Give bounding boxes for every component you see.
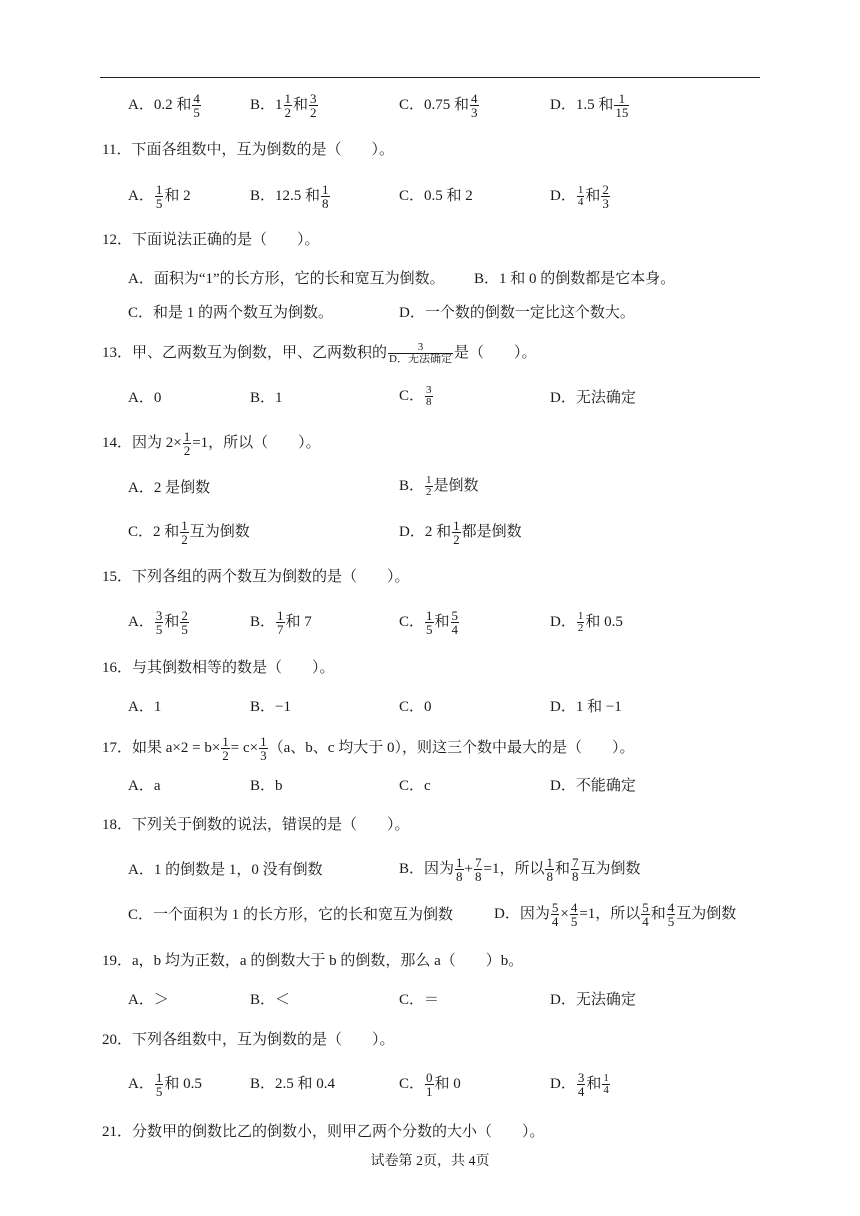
option-label: B． <box>250 613 276 630</box>
q13-stem <box>102 342 536 365</box>
q19-option-b[interactable]: B．＜ <box>250 992 291 1008</box>
option-label: D．因为 <box>494 905 550 922</box>
q20-stem: 20．下列各组数中，互为倒数的是（ ）。 <box>102 1032 395 1048</box>
q12-option-b[interactable]: B．1 和 0 的倒数都是它本身。 <box>474 271 676 287</box>
option-label: A． <box>128 613 154 630</box>
option-label: D． <box>550 613 576 630</box>
q20-option-a[interactable] <box>128 1071 202 1098</box>
connector-text: 和 <box>586 1075 602 1092</box>
q19-option-c[interactable]: C．＝ <box>399 992 440 1008</box>
fraction: $\frac{3}{8}$ <box>426 384 432 408</box>
q16-option-b[interactable]: B．−1 <box>250 699 291 715</box>
q15-option-b[interactable] <box>250 609 312 636</box>
q15-option-c[interactable] <box>399 609 460 636</box>
connector-text: 和 <box>293 96 309 113</box>
connector-text: 和 <box>554 860 570 877</box>
connector-text: 和 <box>164 613 180 630</box>
stem-text: 是（ ）。 <box>453 344 537 361</box>
q17-option-a[interactable]: A．a <box>128 778 161 794</box>
fraction: $\frac{3}{\text{D．无法确定}}$ <box>389 341 452 365</box>
q14-option-b[interactable] <box>399 475 479 498</box>
q13-option-b[interactable]: B．1 <box>250 390 283 406</box>
stem-text: 17．如果 a×2 = b× <box>102 739 221 756</box>
q14-option-d[interactable] <box>399 519 522 546</box>
fraction: $\frac{1}{8}$ <box>546 855 553 884</box>
fraction: $\frac{1}{5}$ <box>155 182 163 211</box>
option-label: B．1 <box>250 96 283 113</box>
fraction: $\frac{1}{8}$ <box>456 855 463 884</box>
fraction: $\frac{2}{3}$ <box>602 182 609 211</box>
fraction: $\frac{4}{5}$ <box>667 900 675 929</box>
fraction: $\frac{1}{4}$ <box>603 1072 609 1096</box>
q11-option-d[interactable] <box>550 183 611 210</box>
option-label: B． <box>399 477 425 494</box>
fraction: $\frac{1}{5}$ <box>426 608 433 637</box>
option-text: 和 2 <box>164 187 191 204</box>
fraction: $\frac{3}{4}$ <box>577 1070 585 1099</box>
fraction: $\frac{1}{2}$ <box>577 610 584 634</box>
q14-option-c[interactable] <box>128 519 250 546</box>
connector-text: 和 <box>585 187 601 204</box>
q11-option-a[interactable] <box>128 183 191 210</box>
q12-option-c[interactable]: C．和是 1 的两个数互为倒数。 <box>128 305 334 321</box>
option-label: D． <box>550 1075 576 1092</box>
option-label: A． <box>128 1075 154 1092</box>
operator: + <box>464 860 473 877</box>
option-label: C．2 和 <box>128 523 180 540</box>
q19-option-d[interactable]: D．无法确定 <box>550 992 636 1008</box>
option-label: C． <box>399 387 425 404</box>
option-label: A． <box>128 187 154 204</box>
fraction: $\frac{1}{7}$ <box>277 608 284 637</box>
q17-option-d[interactable]: D．不能确定 <box>550 778 636 794</box>
q12-stem: 12．下面说法正确的是（ ）。 <box>102 232 320 248</box>
fraction: $\frac{5}{4}$ <box>642 900 649 929</box>
q18-option-b[interactable] <box>399 856 640 883</box>
q16-stem: 16．与其倒数相等的数是（ ）。 <box>102 660 335 676</box>
fraction: $\frac{7}{8}$ <box>571 855 579 884</box>
q19-option-a[interactable]: A．＞ <box>128 992 169 1008</box>
q17-stem <box>102 735 634 762</box>
option-label: C． <box>399 1075 425 1092</box>
q21-stem: 21．分数甲的倒数比乙的倒数小，则甲乙两个分数的大小（ ）。 <box>102 1124 545 1140</box>
stem-text: 14．因为 2× <box>102 434 182 451</box>
q13-option-d[interactable]: D．无法确定 <box>550 390 636 406</box>
q15-stem: 15．下列各组的两个数互为倒数的是（ ）。 <box>102 569 410 585</box>
fraction: $\frac{2}{5}$ <box>181 608 188 637</box>
fraction: $\frac{1}{5}$ <box>155 1070 163 1099</box>
fraction: $\frac{5}{4}$ <box>451 608 459 637</box>
fraction: $\frac{1}{3}$ <box>260 734 267 763</box>
q11-stem: 11．下面各组数中，互为倒数的是（ ）。 <box>102 142 394 158</box>
option-label: B．因为 <box>399 860 455 877</box>
q18-option-a[interactable]: A．1 的倒数是 1，0 没有倒数 <box>128 862 323 878</box>
option-text: 互为倒数 <box>189 523 250 540</box>
q13-option-a[interactable]: A．0 <box>128 390 162 406</box>
option-text: 和 0 <box>434 1075 461 1092</box>
fraction: $\frac{1}{4}$ <box>577 184 584 208</box>
fraction: $\frac{1}{2}$ <box>284 91 292 120</box>
q11-option-b[interactable] <box>250 183 331 210</box>
fraction: $\frac{1}{15}$ <box>615 91 629 120</box>
q17-option-c[interactable]: C．c <box>399 778 431 794</box>
fraction: $\frac{1}{2}$ <box>183 429 191 458</box>
q20-option-c[interactable] <box>399 1071 461 1098</box>
q15-option-d[interactable] <box>550 611 623 634</box>
fraction: $\frac{3}{2}$ <box>310 91 317 120</box>
q10-option-c[interactable] <box>399 92 480 119</box>
q12-option-d[interactable]: D．一个数的倒数一定比这个数大。 <box>399 305 635 321</box>
option-text: 互为倒数 <box>580 860 641 877</box>
stem-text: =1，所以（ ）。 <box>192 434 321 451</box>
fraction: $\frac{4}{3}$ <box>471 91 478 120</box>
q18-stem: 18．下列关于倒数的说法，错误的是（ ）。 <box>102 817 410 833</box>
option-label: D．2 和 <box>399 523 452 540</box>
option-label: C．0.5 和 2 <box>399 188 473 204</box>
fraction: $\frac{1}{2}$ <box>453 518 460 547</box>
header-rule <box>100 77 760 78</box>
q10-option-b[interactable] <box>250 92 319 119</box>
option-label: B．2.5 和 0.4 <box>250 1076 336 1092</box>
q11-option-c[interactable] <box>399 186 473 206</box>
option-label: A．0.2 和 <box>128 96 192 113</box>
q18-option-d[interactable] <box>494 901 736 928</box>
option-text: 都是倒数 <box>461 523 522 540</box>
fraction: $\frac{1}{8}$ <box>322 182 329 211</box>
q14-stem <box>102 430 321 457</box>
option-text: =1，所以 <box>579 905 641 922</box>
stem-text: （a、b、c 均大于 0），则这三个数中最大的是（ ）。 <box>268 739 635 756</box>
stem-text: = c× <box>230 739 259 756</box>
fraction: $\frac{0}{1}$ <box>426 1070 433 1099</box>
option-text: 和 0.5 <box>164 1075 202 1092</box>
q20-option-b[interactable] <box>250 1074 335 1094</box>
q13-option-c[interactable] <box>399 385 434 408</box>
q14-option-a[interactable]: A．2 是倒数 <box>128 480 211 496</box>
fraction: $\frac{4}{5}$ <box>570 900 578 929</box>
fraction: $\frac{5}{4}$ <box>551 900 559 929</box>
option-text: 和 7 <box>285 613 312 630</box>
q16-option-d[interactable]: D．1 和 −1 <box>550 699 622 715</box>
option-label: C． <box>399 613 425 630</box>
q16-option-c[interactable]: C．0 <box>399 699 432 715</box>
q10-option-a[interactable] <box>128 92 202 119</box>
connector-text: 和 <box>650 905 666 922</box>
option-label: D．1.5 和 <box>550 96 614 113</box>
option-text: =1，所以 <box>483 860 545 877</box>
connector-text: 和 <box>434 613 450 630</box>
option-text: 和 0.5 <box>585 613 623 630</box>
option-label: B．12.5 和 <box>250 187 321 204</box>
q16-option-a[interactable]: A．1 <box>128 699 162 715</box>
q20-option-d[interactable] <box>550 1071 611 1098</box>
fraction: $\frac{1}{2}$ <box>426 474 432 498</box>
fraction: $\frac{1}{2}$ <box>181 518 188 547</box>
operator: × <box>560 905 569 922</box>
q18-option-c[interactable]: C．一个面积为 1 的长方形，它的长和宽互为倒数 <box>128 907 454 923</box>
fraction: $\frac{7}{8}$ <box>474 855 482 884</box>
option-label: C．0.75 和 <box>399 96 470 113</box>
q10-option-d[interactable] <box>550 92 630 119</box>
q17-option-b[interactable]: B．b <box>250 778 283 794</box>
option-label: D． <box>550 187 576 204</box>
page-footer: 试卷第 2页，共 4页 <box>370 1154 490 1169</box>
q12-option-a[interactable]: A．面积为“1”的长方形，它的长和宽互为倒数。 <box>128 271 445 287</box>
q19-stem: 19．a，b 均为正数，a 的倒数大于 b 的倒数，那么 a（ ）b。 <box>102 953 524 969</box>
stem-text: 13．甲、乙两数互为倒数，甲、乙两数积的 <box>102 344 388 361</box>
q15-option-a[interactable] <box>128 609 190 636</box>
option-text: 是倒数 <box>433 477 479 494</box>
option-text: 互为倒数 <box>676 905 737 922</box>
fraction: $\frac{1}{2}$ <box>222 734 229 763</box>
fraction: $\frac{4}{5}$ <box>193 91 200 120</box>
fraction: $\frac{3}{5}$ <box>155 608 163 637</box>
